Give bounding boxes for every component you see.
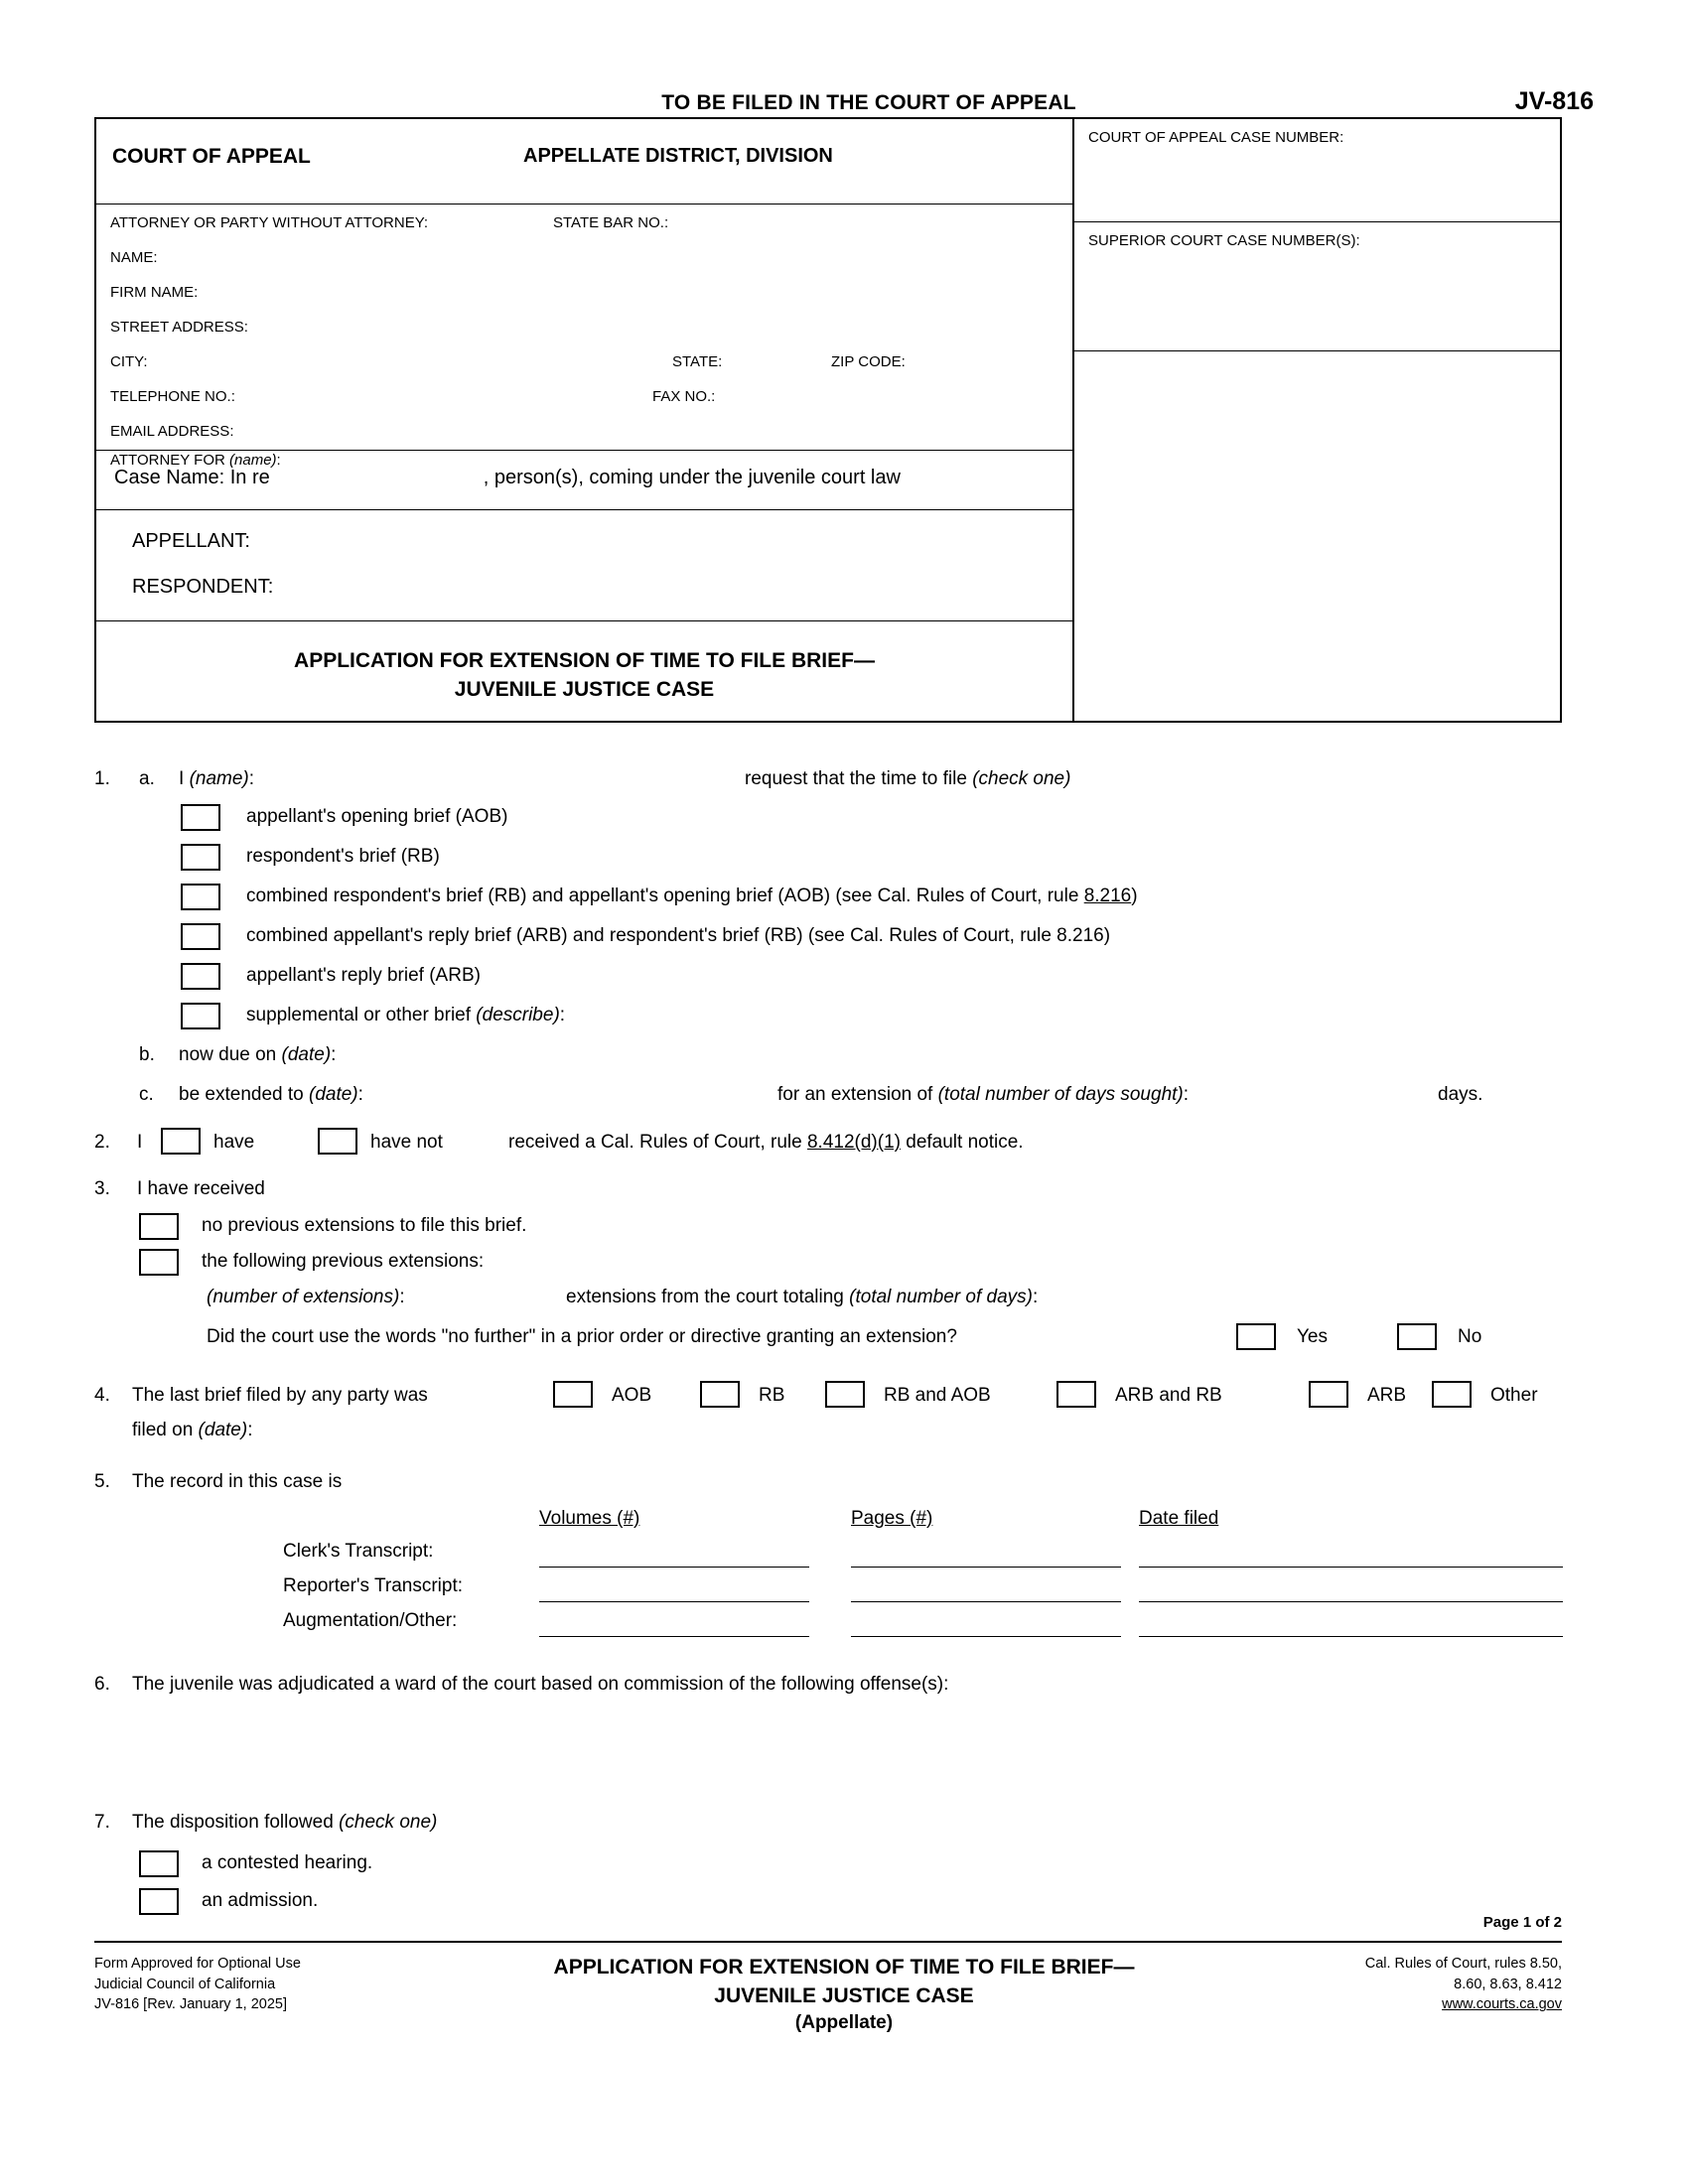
- item-7-number: 7.: [94, 1812, 110, 1833]
- item-4-arb-rb-label: ARB and RB: [1115, 1385, 1222, 1406]
- item-5-col-pages: Pages (#): [851, 1508, 933, 1529]
- item-4-number: 4.: [94, 1385, 110, 1406]
- item-1b-date-italic: (date): [281, 1044, 332, 1065]
- superior-case-number-box: [1074, 222, 1562, 351]
- checkbox-last-brief-rb-aob[interactable]: [825, 1381, 865, 1408]
- item-3-totaldays-italic: (total number of days): [849, 1287, 1033, 1307]
- telephone-label: TELEPHONE NO.:: [110, 388, 235, 405]
- footer-divider: [94, 1941, 1562, 1943]
- footer-title-line-3: (Appellate): [794, 2012, 894, 2034]
- checkbox-admission[interactable]: [139, 1888, 179, 1915]
- item-1c-total-colon: :: [1183, 1084, 1190, 1105]
- item-1c-ext-lead: for an extension of: [777, 1084, 938, 1105]
- rule-8216-close: ): [1131, 886, 1138, 906]
- item-1b-letter: b.: [139, 1044, 155, 1065]
- item-7-checkone: (check one): [339, 1812, 438, 1833]
- superior-case-number-label: SUPERIOR COURT CASE NUMBER(S):: [1088, 232, 1360, 249]
- item-1a-checkone: (check one): [972, 768, 1071, 789]
- caption-left-column: [96, 119, 1074, 721]
- item-2-number: 2.: [94, 1132, 110, 1153]
- item-1c-extension-text: [777, 1084, 1189, 1106]
- checkbox-arb[interactable]: [181, 963, 220, 990]
- footer-right-block: [1365, 1954, 1562, 2015]
- item-2-received-lead: received a Cal. Rules of Court, rule: [508, 1132, 807, 1153]
- footer-left-line-2: Judicial Council of California: [94, 1976, 276, 1992]
- checkbox-have[interactable]: [161, 1128, 201, 1155]
- attorney-info-row: [96, 205, 1072, 469]
- zip-code-label: ZIP CODE:: [831, 353, 906, 370]
- augmentation-volumes-field[interactable]: [539, 1636, 809, 1637]
- footer-title-line-2: JUVENILE JUSTICE CASE: [714, 1983, 974, 2007]
- checkbox-contested-hearing[interactable]: [139, 1850, 179, 1877]
- clerks-transcript-date-field[interactable]: [1139, 1567, 1563, 1568]
- option-rb-aob-text: combined respondent's brief (RB) and appellant's opening brief (AOB) (see Cal. Rules of Court, rule: [246, 886, 1084, 906]
- item-4-rb-label: RB: [759, 1385, 785, 1406]
- item-4-filed-on-text: [132, 1420, 252, 1441]
- to-be-filed-note: TO BE FILED IN THE COURT OF APPEAL: [661, 91, 1076, 114]
- state-bar-label: STATE BAR NO.:: [553, 214, 669, 231]
- checkbox-last-brief-aob[interactable]: [553, 1381, 593, 1408]
- option-arb-rb-label: combined appellant's reply brief (ARB) and respondent's brief (RB) (see Cal. Rules of Court, rule 8.216): [246, 925, 1111, 946]
- checkbox-no-previous-extensions[interactable]: [139, 1213, 179, 1240]
- item-1a-request-text: [745, 768, 1070, 790]
- checkbox-aob[interactable]: [181, 804, 220, 831]
- item-7-lead: [132, 1812, 437, 1834]
- checkbox-supplemental[interactable]: [181, 1003, 220, 1029]
- reporters-transcript-date-field[interactable]: [1139, 1601, 1563, 1602]
- checkbox-last-brief-arb-rb[interactable]: [1056, 1381, 1096, 1408]
- checkbox-last-brief-arb[interactable]: [1309, 1381, 1348, 1408]
- city-label: CITY:: [110, 353, 148, 370]
- item-2-have-label: have: [213, 1132, 255, 1153]
- augmentation-date-field[interactable]: [1139, 1636, 1563, 1637]
- firm-name-label: FIRM NAME:: [110, 284, 199, 301]
- item-1-number: 1.: [94, 768, 110, 789]
- item-3-option-2-label: the following previous extensions:: [202, 1251, 485, 1272]
- item-1a-letter: a.: [139, 768, 155, 789]
- footer-left-line-3: JV-816 [Rev. January 1, 2025]: [94, 1996, 287, 2013]
- checkbox-rb-and-aob[interactable]: [181, 884, 220, 910]
- option-aob-label: appellant's opening brief (AOB): [246, 806, 508, 827]
- item-2-tail: default notice.: [900, 1132, 1024, 1153]
- form-title-line2: JUVENILE JUSTICE CASE: [454, 678, 715, 702]
- clerk-stamp-box: [1074, 351, 1562, 721]
- item-4-date-colon: :: [247, 1420, 253, 1440]
- option-arb-label: appellant's reply brief (ARB): [246, 965, 481, 986]
- item-6-lead: The juvenile was adjudicated a ward of the court based on commission of the following offense(s):: [132, 1674, 949, 1695]
- item-4-lead: The last brief filed by any party was: [132, 1385, 428, 1406]
- footer-right-line-1: Cal. Rules of Court, rules 8.50,: [1364, 1956, 1562, 1972]
- rule-8412d1-link[interactable]: 8.412(d)(1): [806, 1132, 901, 1153]
- rule-8216-link[interactable]: 8.216: [1083, 886, 1132, 906]
- top-header-line: [94, 87, 1594, 116]
- item-5-lead: The record in this case is: [132, 1471, 343, 1492]
- item-1a-lead: I: [179, 768, 185, 789]
- form-title-row: [96, 621, 1072, 721]
- item-4-rb-aob-label: RB and AOB: [884, 1385, 991, 1406]
- option-rb-label: respondent's brief (RB): [246, 846, 440, 867]
- item-3-number: 3.: [94, 1178, 110, 1199]
- court-row: [96, 119, 1072, 205]
- parties-row: [96, 510, 1072, 621]
- describe-italic: (describe): [476, 1005, 560, 1025]
- item-3-numext-colon: :: [399, 1287, 405, 1307]
- item-1c-colon: :: [357, 1084, 363, 1105]
- checkbox-no-further-no[interactable]: [1397, 1323, 1437, 1350]
- checkbox-arb-and-rb[interactable]: [181, 923, 220, 950]
- item-1c-days-label: days.: [1438, 1084, 1483, 1105]
- case-name-tail: , person(s), coming under the juvenile court law: [483, 467, 901, 488]
- appellate-district-label: APPELLATE DISTRICT, DIVISION: [523, 145, 833, 167]
- item-1b-lead: now due on: [179, 1044, 282, 1065]
- courts-website-link[interactable]: www.courts.ca.gov: [1442, 1996, 1562, 2013]
- fax-label: FAX NO.:: [652, 388, 716, 405]
- item-1c-text: [179, 1084, 363, 1106]
- item-1c-date-italic: (date): [309, 1084, 358, 1105]
- attorney-for-colon: :: [276, 452, 281, 469]
- item-3-extensions-from-court: [566, 1287, 1038, 1308]
- name-label: NAME:: [110, 249, 158, 266]
- option-supplemental-label: [246, 1005, 565, 1026]
- item-5-col-date-filed: Date filed: [1139, 1508, 1219, 1529]
- item-5-col-volumes: Volumes (#): [539, 1508, 640, 1529]
- checkbox-rb[interactable]: [181, 844, 220, 871]
- item-1a-colon: :: [248, 768, 255, 789]
- case-name-label: Case Name: In re: [114, 467, 270, 488]
- reporters-transcript-volumes-field[interactable]: [539, 1601, 809, 1602]
- item-4-arb-label: ARB: [1367, 1385, 1407, 1406]
- clerks-transcript-volumes-field[interactable]: [539, 1567, 809, 1568]
- checkbox-last-brief-rb[interactable]: [700, 1381, 740, 1408]
- court-of-appeal-label: COURT OF APPEAL: [112, 145, 311, 168]
- state-label: STATE:: [672, 353, 723, 370]
- case-name-row: [96, 451, 1072, 510]
- form-title: [96, 646, 1072, 705]
- item-2-have-not-label: have not: [370, 1132, 443, 1153]
- item-4-date-italic: (date): [198, 1420, 248, 1440]
- item-3-number-of-extensions-italic: [207, 1287, 405, 1308]
- item-1a-request: request that the time to file: [745, 768, 967, 789]
- describe-colon: :: [559, 1005, 566, 1025]
- item-1c-lead: be extended to: [179, 1084, 309, 1105]
- item-4-other-label: Other: [1490, 1385, 1538, 1406]
- item-7-option-1-label: a contested hearing.: [202, 1852, 373, 1873]
- checkbox-last-brief-other[interactable]: [1432, 1381, 1472, 1408]
- checkbox-following-previous-extensions[interactable]: [139, 1249, 179, 1276]
- street-address-label: STREET ADDRESS:: [110, 319, 248, 336]
- item-3-no-label: No: [1458, 1326, 1482, 1347]
- item-3-yes-label: Yes: [1297, 1326, 1328, 1347]
- option-rb-aob-label: [246, 886, 1138, 907]
- reporters-transcript-pages-field[interactable]: [851, 1601, 1121, 1602]
- item-2-received-text: [508, 1132, 1024, 1154]
- coa-case-number-label: COURT OF APPEAL CASE NUMBER:: [1088, 129, 1344, 146]
- item-3-totaldays-colon: :: [1032, 1287, 1039, 1307]
- item-3-extfrom-text: extensions from the court totaling: [566, 1287, 850, 1307]
- item-2-lead: I: [137, 1132, 143, 1153]
- item-5-row-reporters-transcript-label: Reporter's Transcript:: [283, 1575, 464, 1596]
- attorney-for-italic: (name): [229, 452, 277, 469]
- item-1c-letter: c.: [139, 1084, 154, 1105]
- item-1a-text: [179, 768, 254, 790]
- item-5-row-augmentation-label: Augmentation/Other:: [283, 1610, 458, 1631]
- item-7-lead-text: The disposition followed: [132, 1812, 340, 1833]
- item-4-filedon-lead: filed on: [132, 1420, 199, 1440]
- item-7-option-2-label: an admission.: [202, 1890, 319, 1911]
- form-number: JV-816: [1514, 87, 1594, 115]
- coa-case-number-box: [1074, 119, 1562, 222]
- item-5-number: 5.: [94, 1471, 110, 1492]
- checkbox-have-not[interactable]: [318, 1128, 357, 1155]
- item-6-number: 6.: [94, 1674, 110, 1695]
- case-name-line: [114, 467, 901, 489]
- appellant-label: APPELLANT:: [132, 530, 250, 552]
- item-1a-name-italic: (name): [189, 768, 249, 789]
- email-label: EMAIL ADDRESS:: [110, 423, 234, 440]
- item-1b-text: [179, 1044, 336, 1066]
- item-3-no-further-question: Did the court use the words "no further" in a prior order or directive granting an extension?: [207, 1326, 957, 1347]
- attorney-label: ATTORNEY OR PARTY WITHOUT ATTORNEY:: [110, 214, 429, 231]
- item-1c-total-italic: (total number of days sought): [937, 1084, 1184, 1105]
- item-1b-colon: :: [331, 1044, 337, 1065]
- caption-right-column: [1074, 119, 1562, 721]
- footer-right-line-2: 8.60, 8.63, 8.412: [1454, 1976, 1562, 1992]
- item-5-row-clerks-transcript-label: Clerk's Transcript:: [283, 1541, 434, 1562]
- form-title-line1: APPLICATION FOR EXTENSION OF TIME TO FILE BRIEF—: [294, 649, 875, 672]
- respondent-label: RESPONDENT:: [132, 576, 274, 598]
- footer-left-line-1: Form Approved for Optional Use: [94, 1956, 301, 1972]
- caption-box: [94, 117, 1562, 723]
- page-number: Page 1 of 2: [1482, 1914, 1562, 1931]
- attorney-for-text: ATTORNEY FOR: [110, 452, 225, 469]
- augmentation-pages-field[interactable]: [851, 1636, 1121, 1637]
- checkbox-no-further-yes[interactable]: [1236, 1323, 1276, 1350]
- item-3-numext-text: (number of extensions): [207, 1287, 400, 1307]
- item-4-aob-label: AOB: [612, 1385, 652, 1406]
- footer-title-line-1: APPLICATION FOR EXTENSION OF TIME TO FILE BRIEF—: [553, 1956, 1135, 1979]
- clerks-transcript-pages-field[interactable]: [851, 1567, 1121, 1568]
- option-supplemental-text: supplemental or other brief: [246, 1005, 477, 1025]
- item-3-option-1-label: no previous extensions to file this brief.: [202, 1215, 527, 1236]
- item-3-lead: I have received: [137, 1178, 265, 1199]
